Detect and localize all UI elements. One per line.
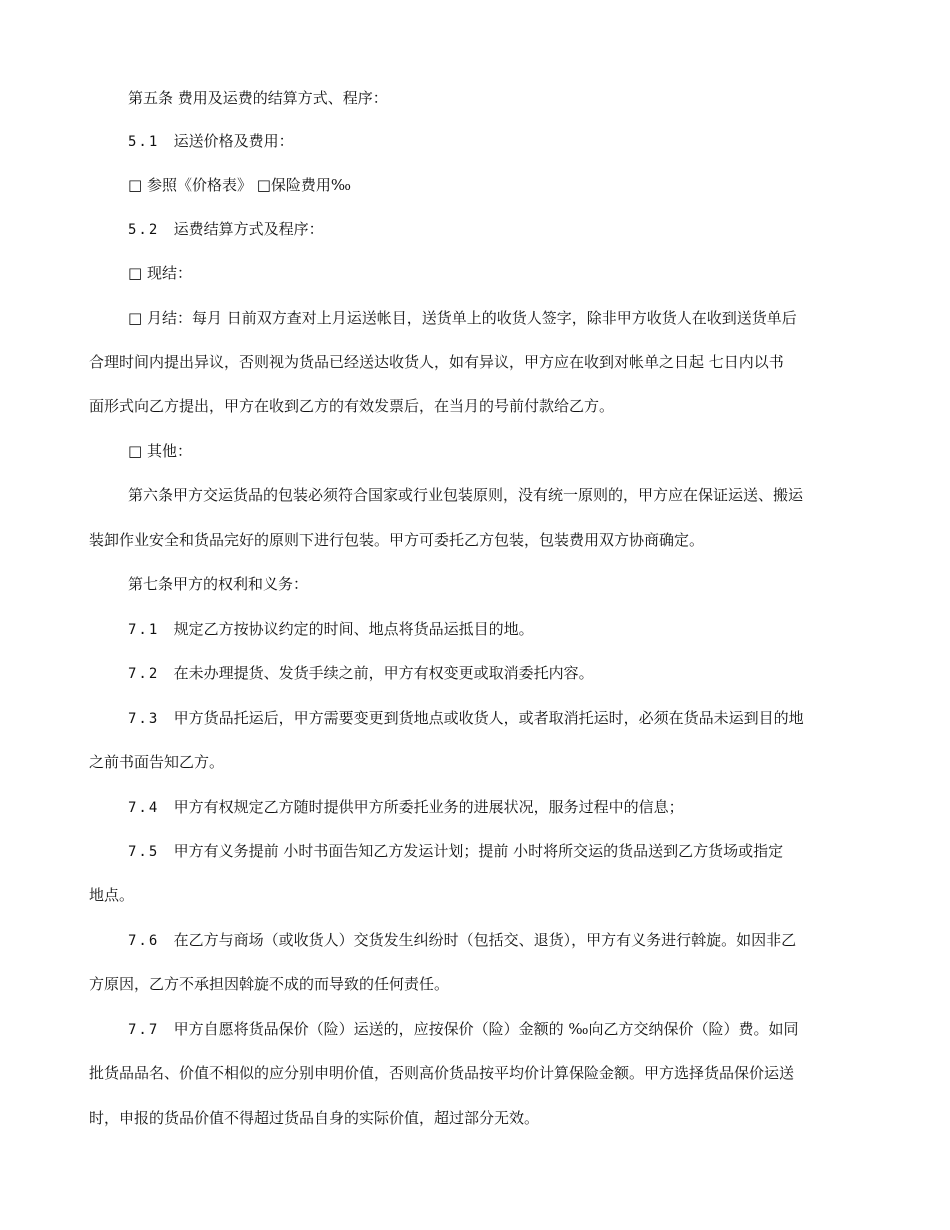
clause-text: 在未办理提货、发货手续之前，甲方有权变更或取消委托内容。: [173, 664, 594, 682]
clause-number: 7.1: [128, 622, 160, 638]
clause-text: 规定乙方按协议约定的时间、地点将货品运抵目的地。: [173, 620, 534, 638]
clause-text: 甲方有权规定乙方随时提供甲方所委托业务的进展状况，服务过程中的信息；: [173, 798, 684, 816]
clause-7-5: [128, 839, 783, 863]
clause-number: 7.4: [128, 800, 160, 816]
article-7-heading: 第七条甲方的权利和义务：: [128, 575, 309, 593]
option-monthly-line-1: □ 月结：每月 日前双方查对上月运送帐目，送货单上的收货人签字，除非甲方收货人在收到送货单后: [128, 309, 797, 327]
clause-number: 7.7: [128, 1022, 160, 1038]
clause-number: 5.1: [128, 134, 160, 150]
option-monthly-line-2: 合理时间内提出异议，否则视为货品已经送达收货人，如有异议，甲方应在收到对帐单之日起 七日内以书: [89, 353, 784, 371]
clause-text: 甲方有义务提前 小时书面告知乙方发运计划；提前 小时将所交运的货品送到乙方货场或指定: [173, 842, 784, 860]
article-5-heading: 第五条 费用及运费的结算方式、程序：: [128, 89, 388, 107]
clause-5-2: [128, 217, 324, 241]
clause-number: 7.6: [128, 933, 160, 949]
clause-text: 在乙方与商场（或收货人）交货发生纠纷时（包括交、退货），甲方有义务进行斡旋。如因非乙: [173, 931, 797, 949]
clause-7-2: [128, 661, 594, 685]
clause-text: 运送价格及费用：: [173, 132, 294, 150]
option-cash: □ 现结：: [128, 264, 192, 282]
clause-7-7-continuation-2: 时，申报的货品价值不得超过货品自身的实际价值，超过部分无效。: [89, 1109, 540, 1127]
clause-5-1: [128, 129, 294, 153]
clause-7-1: [128, 617, 534, 641]
clause-7-7: [128, 1017, 799, 1041]
clause-text: 甲方货品托运后，甲方需要变更到货地点或收货人，或者取消托运时，必须在货品未运到目的地: [173, 709, 804, 727]
clause-7-3-continuation: 之前书面告知乙方。: [89, 753, 225, 771]
clause-7-5-continuation: 地点。: [89, 886, 135, 904]
clause-7-6: [128, 928, 796, 952]
clause-number: 7.2: [128, 666, 160, 682]
clause-7-3: [128, 706, 804, 730]
clause-7-6-continuation: 方原因，乙方不承担因斡旋不成的而导致的任何责任。: [89, 975, 450, 993]
article-6-line-1: 第六条甲方交运货品的包装必须符合国家或行业包装原则，没有统一原则的，甲方应在保证运送、搬运: [128, 486, 804, 504]
clause-number: 5.2: [128, 222, 160, 238]
article-6-line-2: 装卸作业安全和货品完好的原则下进行包装。甲方可委托乙方包装，包装费用双方协商确定。: [89, 531, 705, 549]
option-monthly-line-3: 面形式向乙方提出，甲方在收到乙方的有效发票后，在当月的号前付款给乙方。: [89, 397, 615, 415]
clause-7-7-continuation-1: 批货品品名、价值不相似的应分别申明价值，否则高价货品按平均价计算保险金额。甲方选择货品保价运送: [89, 1064, 795, 1082]
clause-text: 甲方自愿将货品保价（险）运送的，应按保价（险）金额的 ‰向乙方交纳保价（险）费。如同: [173, 1020, 799, 1038]
clause-number: 7.3: [128, 711, 160, 727]
clause-number: 7.5: [128, 844, 160, 860]
clause-text: 运费结算方式及程序：: [173, 220, 324, 238]
clause-5-1-options: □ 参照《价格表》 □保险费用‰: [128, 176, 352, 194]
option-other: □ 其他：: [128, 442, 192, 460]
clause-7-4: [128, 795, 684, 819]
